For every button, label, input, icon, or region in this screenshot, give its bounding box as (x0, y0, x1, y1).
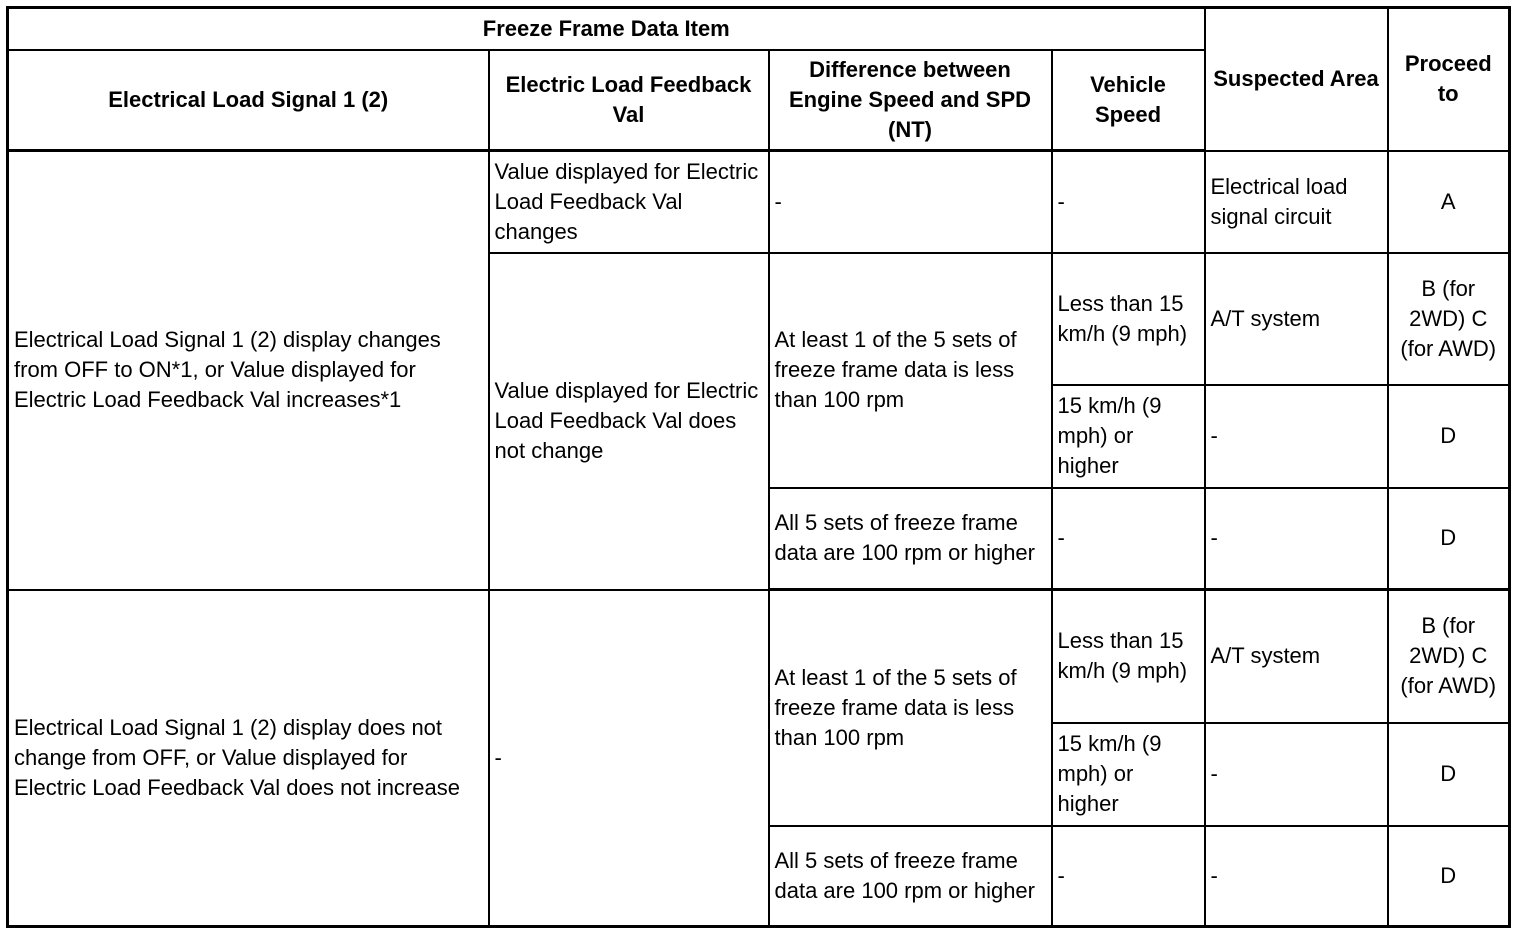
g2-r1-area-cell: A/T system (1205, 590, 1388, 723)
header-difference-engine-speed: Difference between Engine Speed and SPD (NT) (769, 50, 1052, 151)
g1-r2-feedback-cell: Value displayed for Electric Load Feedback Val does not change (489, 253, 769, 590)
g2-r2-speed-cell: 15 km/h (9 mph) or higher (1052, 723, 1205, 826)
header-freeze-frame-data-item: Freeze Frame Data Item (8, 8, 1205, 50)
g1-r3-proceed-cell: D (1388, 385, 1510, 488)
g2-r2-area-cell: - (1205, 723, 1388, 826)
g2-feedback-cell: - (489, 590, 769, 927)
header-proceed-to: Proceed to (1388, 8, 1510, 151)
g2-r3-proceed-cell: D (1388, 826, 1510, 927)
g1-r1-area-cell: Electrical load signal circuit (1205, 151, 1388, 253)
g2-r1-difference-cell: At least 1 of the 5 sets of freeze frame data is less than 100 rpm (769, 590, 1052, 826)
g2-r3-area-cell: - (1205, 826, 1388, 927)
g1-r2-proceed-cell: B (for 2WD) C (for AWD) (1388, 253, 1510, 385)
g1-r3-area-cell: - (1205, 385, 1388, 488)
g1-signal-cell: Electrical Load Signal 1 (2) display changes from OFF to ON*1, or Value displayed for Electric Load Feedback Val increases*1 (8, 151, 489, 590)
g1-r4-area-cell: - (1205, 488, 1388, 590)
g1-r2-speed-cell: Less than 15 km/h (9 mph) (1052, 253, 1205, 385)
g1-r4-speed-cell: - (1052, 488, 1205, 590)
g1-r1-speed-cell: - (1052, 151, 1205, 253)
g1-r4-difference-cell: All 5 sets of freeze frame data are 100 rpm or higher (769, 488, 1052, 590)
g1-r1-difference-cell: - (769, 151, 1052, 253)
header-electrical-load-signal: Electrical Load Signal 1 (2) (8, 50, 489, 151)
header-vehicle-speed: Vehicle Speed (1052, 50, 1205, 151)
g2-r1-proceed-cell: B (for 2WD) C (for AWD) (1388, 590, 1510, 723)
g2-signal-cell: Electrical Load Signal 1 (2) display does not change from OFF, or Value displayed for Electric Load Feedback Val does not increase (8, 590, 489, 927)
g1-r3-speed-cell: 15 km/h (9 mph) or higher (1052, 385, 1205, 488)
g2-r2-proceed-cell: D (1388, 723, 1510, 826)
g1-r1-feedback-cell: Value displayed for Electric Load Feedback Val changes (489, 151, 769, 253)
header-suspected-area: Suspected Area (1205, 8, 1388, 151)
g1-r2-difference-cell: At least 1 of the 5 sets of freeze frame data is less than 100 rpm (769, 253, 1052, 488)
g1-r1-proceed-cell: A (1388, 151, 1510, 253)
g1-r4-proceed-cell: D (1388, 488, 1510, 590)
g1-r2-area-cell: A/T system (1205, 253, 1388, 385)
g2-r3-speed-cell: - (1052, 826, 1205, 927)
header-electric-load-feedback: Electric Load Feedback Val (489, 50, 769, 151)
freeze-frame-table (6, 6, 1511, 928)
g2-r3-difference-cell: All 5 sets of freeze frame data are 100 rpm or higher (769, 826, 1052, 927)
g2-r1-speed-cell: Less than 15 km/h (9 mph) (1052, 590, 1205, 723)
